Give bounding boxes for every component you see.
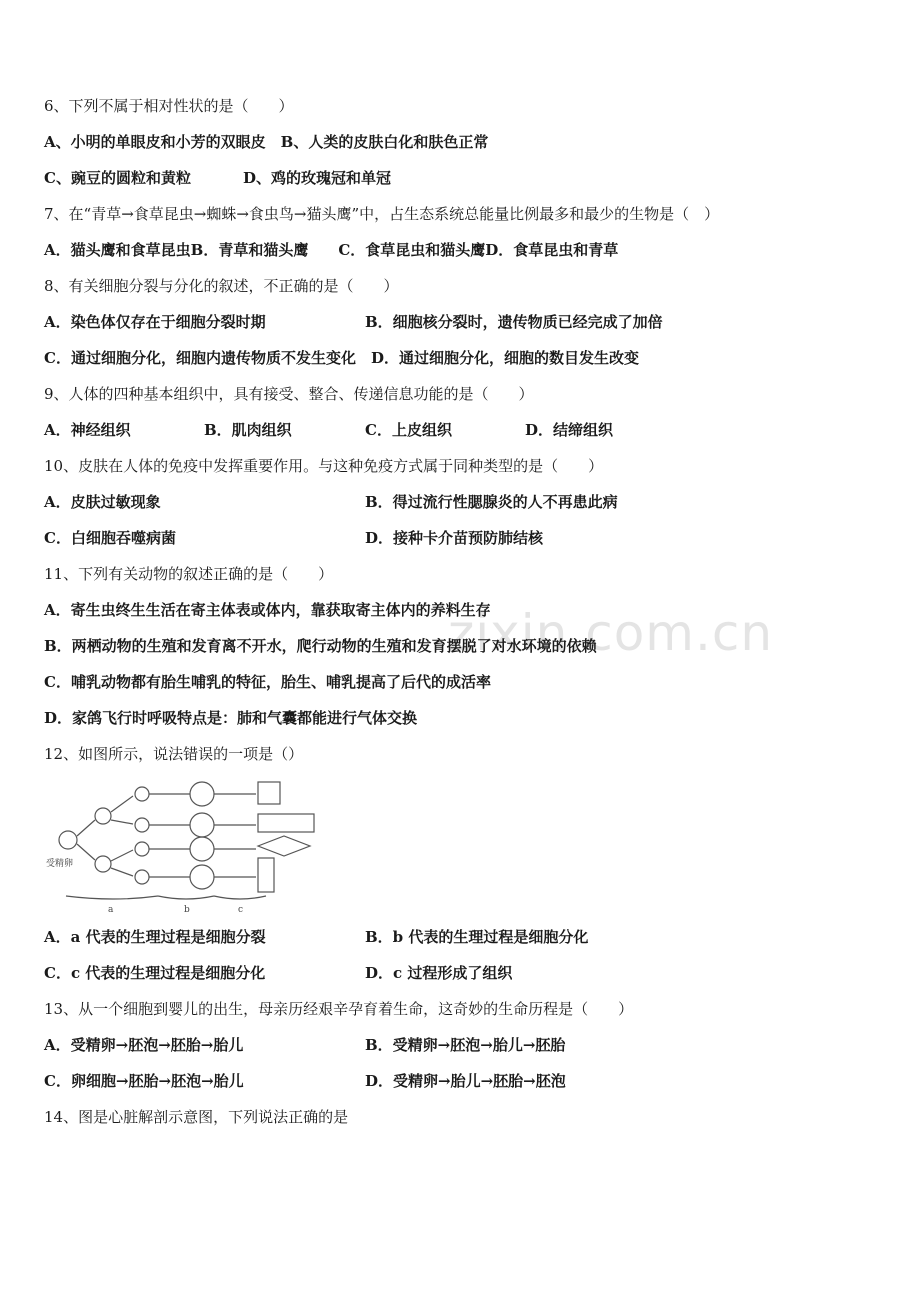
differentiated-cell-spindle <box>258 836 310 856</box>
watermark: zixin.com.cn <box>448 604 774 662</box>
differentiated-cell-square <box>258 782 280 804</box>
cell-level2-2 <box>135 818 149 832</box>
q12-option-b[interactable]: B．b 代表的生理过程是细胞分化 <box>365 928 589 946</box>
bracket-b <box>158 896 214 899</box>
label-fertilized-egg: 受精卵 <box>46 859 74 869</box>
q6-option-d[interactable]: D、鸡的玫瑰冠和单冠 <box>243 169 392 187</box>
q11-option-d[interactable]: D．家鸽飞行时呼吸特点是：肺和气囊都能进行气体交换 <box>44 709 418 727</box>
q13-option-b[interactable]: B．受精卵→胚泡→胎儿→胚胎 <box>365 1036 566 1054</box>
q9-option-c[interactable]: C．上皮组织 <box>365 421 452 439</box>
q11-stem: 11、下列有关动物的叙述正确的是（ ） <box>44 565 334 583</box>
q8-options-cd[interactable]: C．通过细胞分化，细胞内遗传物质不发生变化 D．通过细胞分化，细胞的数目发生改变 <box>44 349 639 367</box>
q12-option-d[interactable]: D．c 过程形成了组织 <box>365 964 513 982</box>
q13-option-d[interactable]: D．受精卵→胎儿→胚胎→胚泡 <box>365 1072 566 1090</box>
q7-stem: 7、在“青草→食草昆虫→蜘蛛→食虫鸟→猫头鹰”中，占生态系统总能量比例最多和最少的生物是（ ） <box>44 205 720 223</box>
differentiated-cell-long <box>258 814 314 832</box>
cell-grown-2 <box>190 813 214 837</box>
q13-stem: 13、从一个细胞到婴儿的出生，母亲历经艰辛孕育着生命，这奇妙的生命历程是（ ） <box>44 1000 634 1018</box>
cell-level2-4 <box>135 870 149 884</box>
q6-options-ab[interactable]: A、小明的单眼皮和小芳的双眼皮 B、人类的皮肤白化和肤色正常 <box>44 133 489 151</box>
q11-option-b[interactable]: B．两栖动物的生殖和发育离不开水，爬行动物的生殖和发育摆脱了对水环境的依赖 <box>44 637 597 655</box>
q9-stem: 9、人体的四种基本组织中，具有接受、整合、传递信息功能的是（ ） <box>44 385 534 403</box>
label-c: c <box>238 905 244 914</box>
q13-option-c[interactable]: C．卵细胞→胚胎→胚泡→胎儿 <box>44 1072 244 1090</box>
q8-stem: 8、有关细胞分裂与分化的叙述，不正确的是（ ） <box>44 277 399 295</box>
q11-option-a[interactable]: A．寄生虫终生生活在寄主体表或体内，靠获取寄主体内的养料生存 <box>44 601 491 619</box>
cell-level1-bottom <box>95 856 111 872</box>
q14-stem: 14、图是心脏解剖示意图，下列说法正确的是 <box>44 1108 349 1126</box>
cell-grown-1 <box>190 782 214 806</box>
label-b: b <box>184 905 190 914</box>
label-a: a <box>108 905 114 914</box>
bracket-a <box>66 896 158 899</box>
cell-level2-1 <box>135 787 149 801</box>
cell-division-differentiation-diagram <box>44 774 334 914</box>
q12-option-a[interactable]: A．a 代表的生理过程是细胞分裂 <box>44 928 266 946</box>
q8-option-b[interactable]: B．细胞核分裂时，遗传物质已经完成了加倍 <box>365 313 663 331</box>
q8-option-a[interactable]: A．染色体仅存在于细胞分裂时期 <box>44 313 266 331</box>
q9-option-d[interactable]: D．结缔组织 <box>525 421 614 439</box>
differentiated-cell-column <box>258 858 274 892</box>
q12-option-c[interactable]: C．c 代表的生理过程是细胞分化 <box>44 964 266 982</box>
q12-stem: 12、如图所示，说法错误的一项是（） <box>44 745 304 763</box>
cell-level2-3 <box>135 842 149 856</box>
q7-options[interactable]: A．猫头鹰和食草昆虫B．青草和猫头鹰 C．食草昆虫和猫头鹰D．食草昆虫和青草 <box>44 241 619 259</box>
cell-level1-top <box>95 808 111 824</box>
cell-grown-4 <box>190 865 214 889</box>
q10-option-d[interactable]: D．接种卡介苗预防肺结核 <box>365 529 544 547</box>
q10-stem: 10、皮肤在人体的免疫中发挥重要作用。与这种免疫方式属于同种类型的是（ ） <box>44 457 604 475</box>
q10-option-b[interactable]: B．得过流行性腮腺炎的人不再患此病 <box>365 493 618 511</box>
q10-option-c[interactable]: C．白细胞吞噬病菌 <box>44 529 176 547</box>
q6-option-c[interactable]: C、豌豆的圆粒和黄粒 <box>44 169 191 187</box>
q13-option-a[interactable]: A．受精卵→胚泡→胚胎→胎儿 <box>44 1036 244 1054</box>
q6-stem: 6、下列不属于相对性状的是（ ） <box>44 97 294 115</box>
bracket-c <box>214 896 266 899</box>
q11-option-c[interactable]: C．哺乳动物都有胎生哺乳的特征，胎生、哺乳提高了后代的成活率 <box>44 673 491 691</box>
q10-option-a[interactable]: A．皮肤过敏现象 <box>44 493 161 511</box>
q9-option-b[interactable]: B．肌肉组织 <box>204 421 292 439</box>
q9-option-a[interactable]: A．神经组织 <box>44 421 131 439</box>
cell-grown-3 <box>190 837 214 861</box>
fertilized-egg-cell <box>59 831 77 849</box>
